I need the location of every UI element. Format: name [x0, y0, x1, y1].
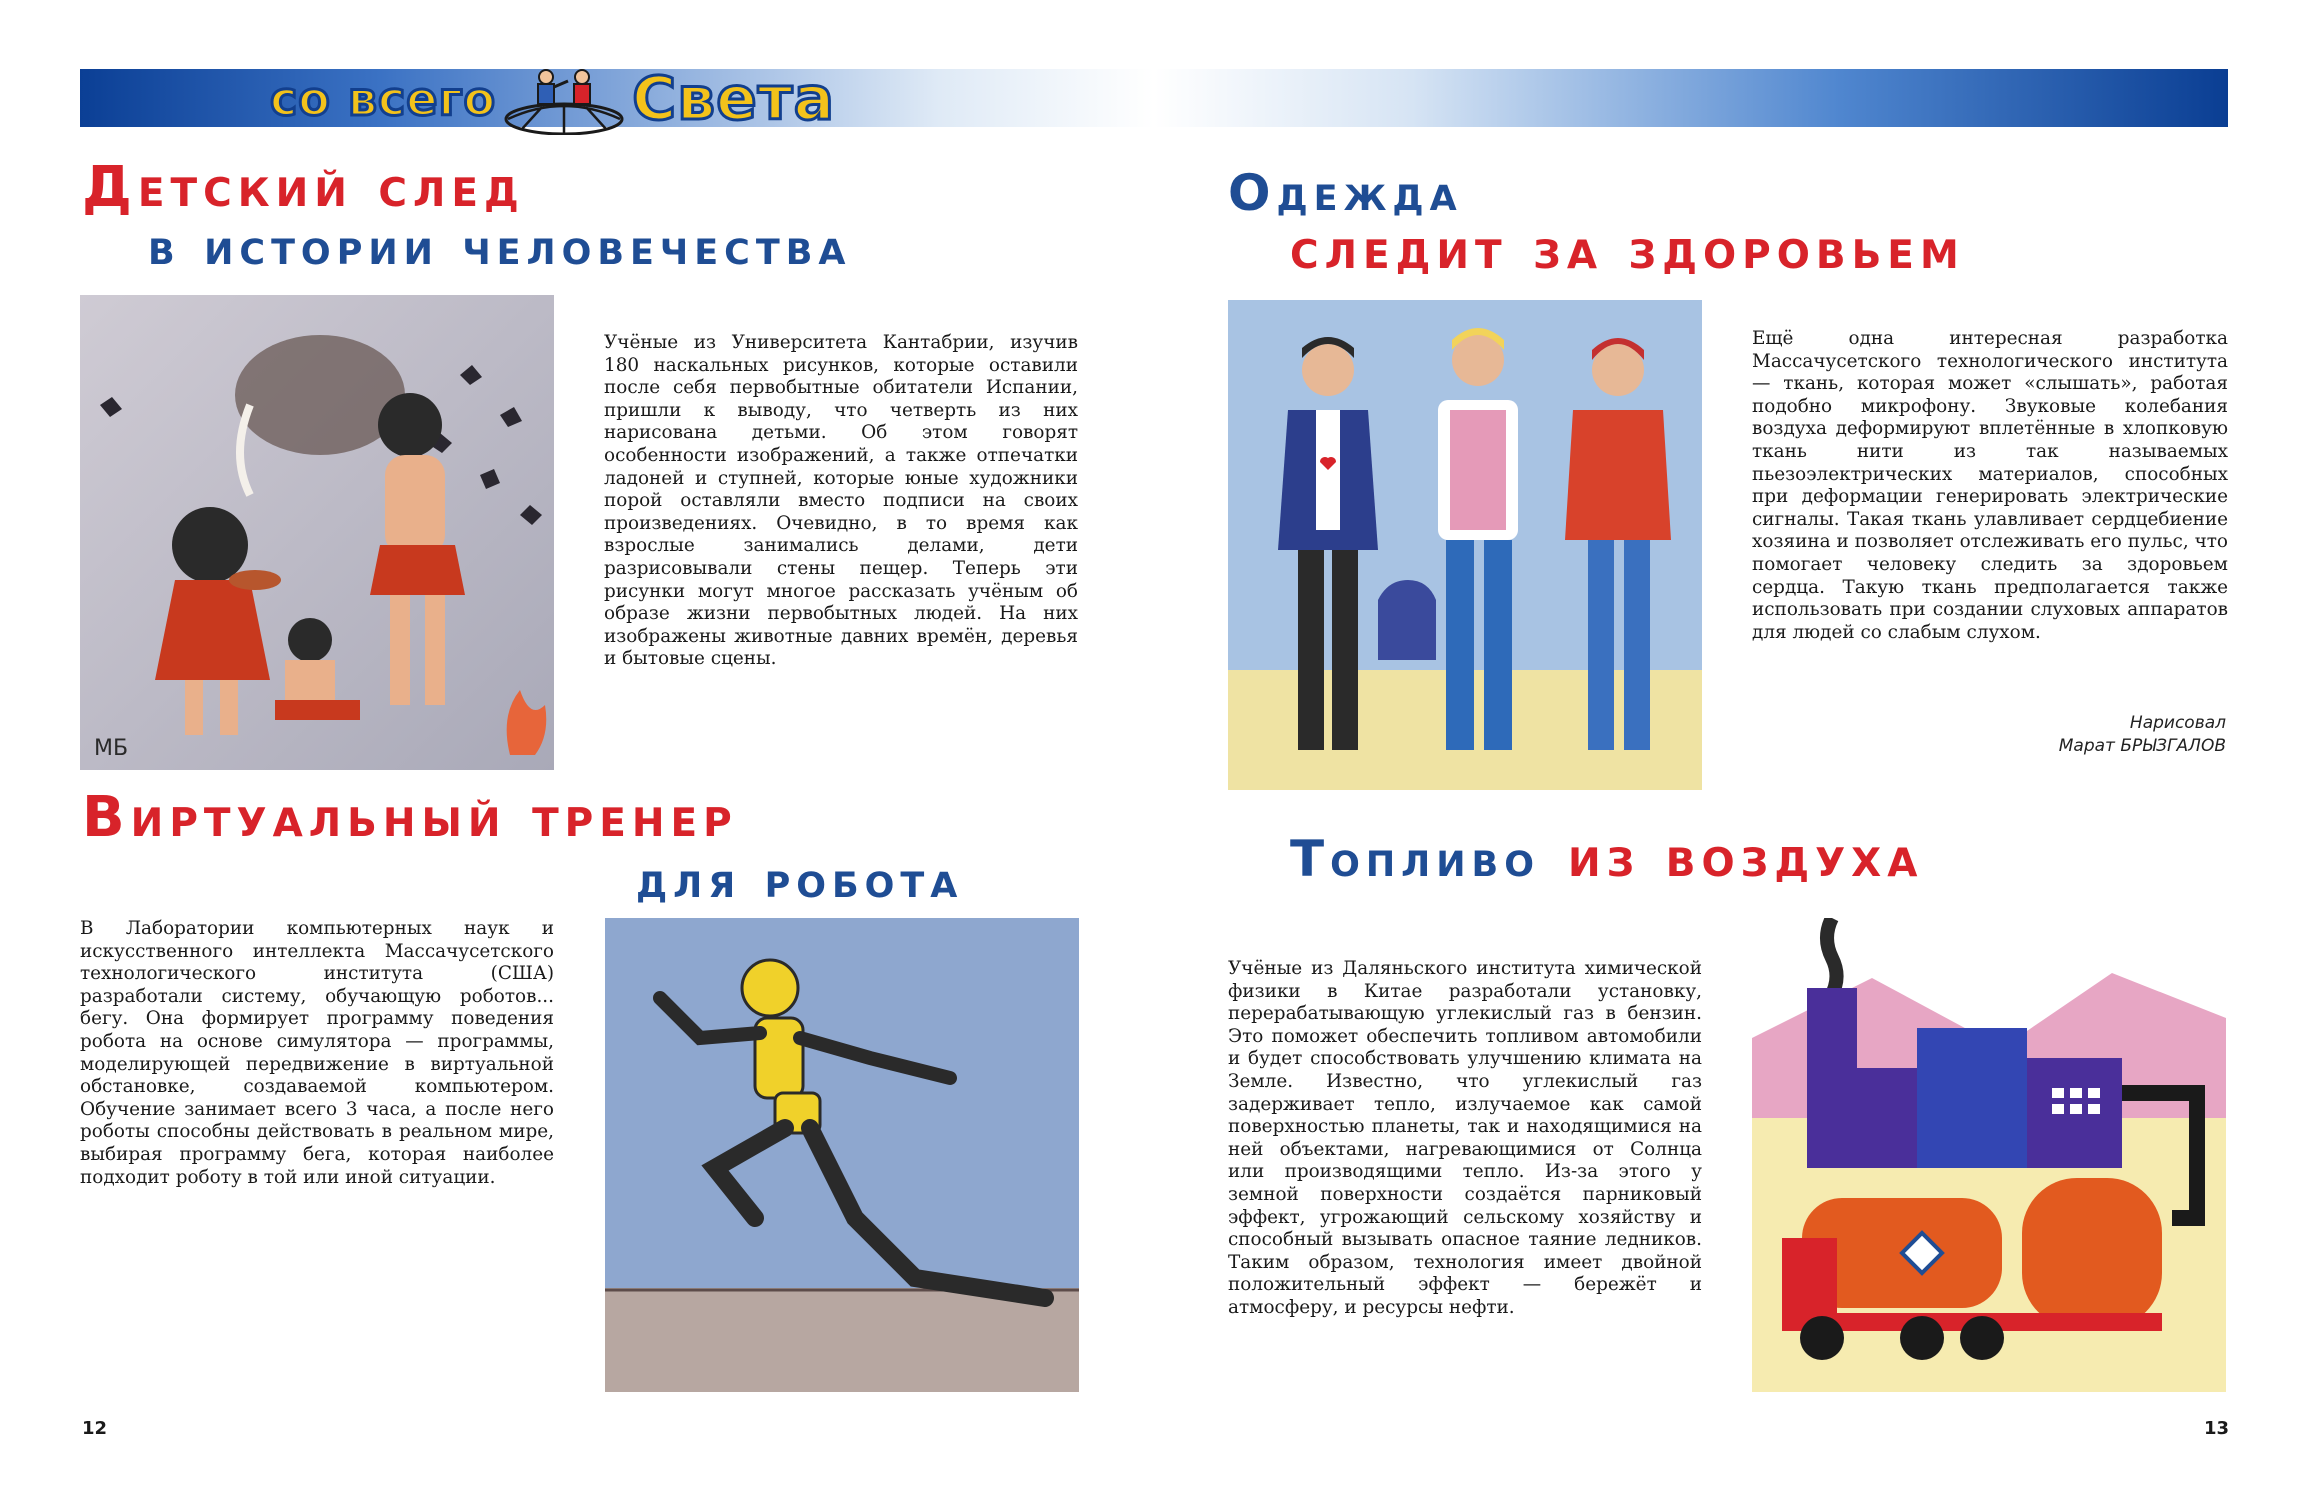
factory-tanker-illustration [1752, 918, 2226, 1392]
illustrator-credit [1900, 712, 2226, 758]
headline-robot-line2: для робота [636, 851, 964, 909]
headline-fuel [1290, 825, 1924, 890]
headline-fuel-part1: Топливо [1290, 830, 1540, 888]
section-logo [270, 62, 835, 136]
running-robot-illustration [605, 918, 1079, 1392]
headline-child-trace-line1: Детский след [82, 155, 525, 220]
article-fuel-text: Учёные из Даляньского института химической физики в Китае разработали установку, перерабатывающую углекислый газ в бензин. Это поможет обеспечить топливом автомобили и будет способствовать улучшению климата на Земле. Известно, что углекислый газ задерживает тепло, излучаемое как самой поверхностью планеты, так и находящимися на ней объектами, нагревающимися от Солнца или производящими тепло. Из-за этого у земной поверхности создаётся парниковый эффект, угрожающий сельскому хозяйству и способный вызывать опасное таяние ледников. Таким образом, технология имеет двойной положительный эффект — бережёт и атмосферу, и ресурсы нефти. [1228, 958, 1702, 1318]
credit-line-1: Нарисовал [2129, 713, 2226, 733]
page-number-left: 12 [82, 1418, 108, 1439]
headline-robot-line1: Виртуальный тренер [82, 785, 738, 850]
three-men-illustration [1228, 300, 1702, 790]
credit-line-2: Марат БРЫЗГАЛОВ [2058, 736, 2226, 756]
logo-word-2: Света [632, 64, 836, 134]
headline-fuel-part2: из воздуха [1567, 825, 1924, 890]
cave-painting-illustration [80, 295, 554, 770]
headline-clothes-line1: Одежда [1228, 164, 1463, 222]
headline-clothes-line2: следит за здоровьем [1290, 217, 1965, 282]
page-number-right: 13 [2204, 1418, 2230, 1439]
globe-kids-icon [502, 63, 626, 135]
article-robot-text: В Лаборатории компьютерных наук и искусственного интеллекта Массачусетского технологического института (США) разработали систему, обучающую роботов... бегу. Она формирует программу поведения робота на основе симулятора — программы, моделирующей передвижение в виртуальной обстановке, создаваемой компьютером. Обучение занимает всего 3 часа, а после него роботы способны действовать в реальном мире, выбирая программу бега, которая наиболее подходит роботу в той или иной ситуации. [80, 918, 554, 1188]
article-clothes-text: Ещё одна интересная разработка Массачусетского технологического института — ткань, которая может «слышать», работая подобно микрофону. Звуковые колебания воздуха деформируют вплетённые в хлопковую ткань нити из так называемых пьезоэлектрических материалов, способных при деформации генерировать электрические сигналы. Такая ткань улавливает сердцебиение хозяина и позволяет отслеживать его пульс, что помогает человеку следить за здоровьем сердца. Такую ткань предполагается также использовать при создании слуховых аппаратов для людей со слабым слухом. [1752, 328, 2228, 643]
svg-text:МБ: МБ [94, 736, 129, 761]
headline-child-trace-line2: в истории человечества [148, 218, 852, 276]
logo-word-1: со всего [270, 72, 497, 126]
article-child-trace-text: Учёные из Университета Кантабрии, изучив 180 наскальных рисунков, которые оставили после себя первобытные обитатели Испании, пришли к выводу, что четверть из них нарисована детьми. Об этом говорят особенности изображений, а также отпечатки ладоней и ступней, которые юные художники порой оставляли вместо подписи на своих произведениях. Очевидно, в то время как взрослые занимались делами, дети разрисовывали стены пещер. Теперь эти рисунки могут многое рассказать учёным об образе жизни первобытных людей. На них изображены животные давних времён, деревья и бытовые сцены. [604, 332, 1078, 670]
